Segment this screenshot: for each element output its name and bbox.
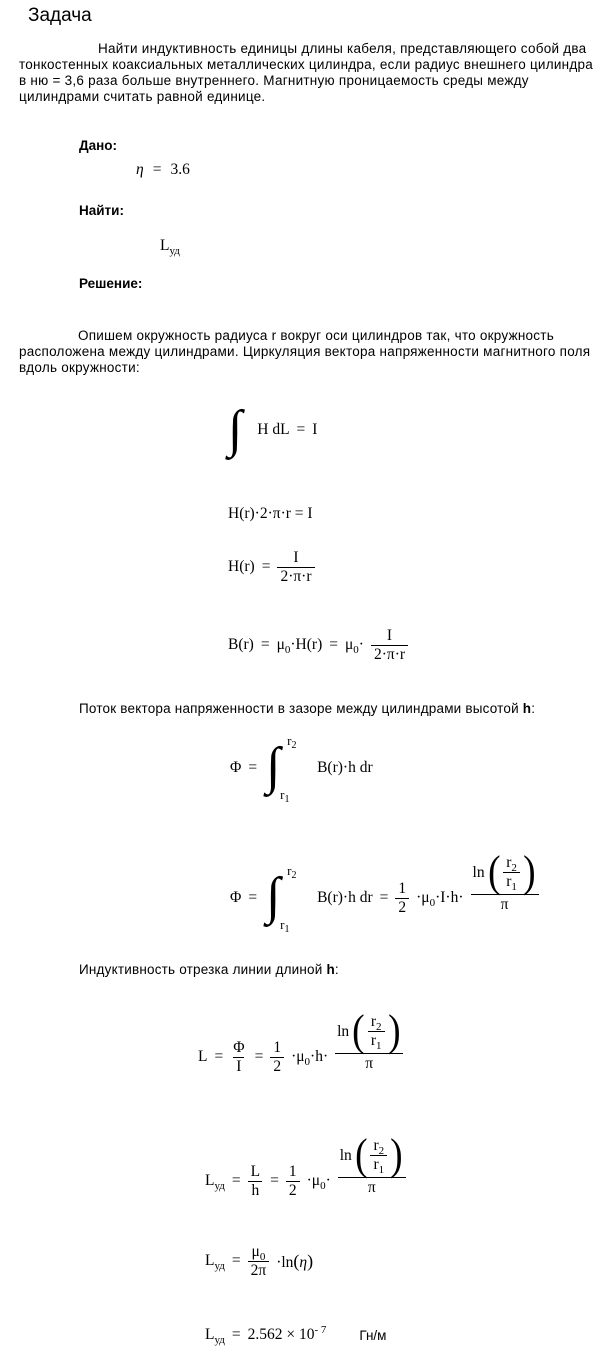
ln-ratio-fraction: ln ( $\frac{r_2}{r_1}$ ) π	[335, 1011, 403, 1072]
inductance-caption: Индуктивность отрезка линии длиной h:	[79, 962, 339, 977]
flux-caption: Поток вектора напряженности в зазоре между цилиндрами высотой h:	[79, 701, 536, 716]
mu0-over-2pi: $\frac{\mu_0}{2\pi}$	[248, 1243, 270, 1280]
one-half-fraction: $\frac{1}{2}$	[270, 1039, 284, 1076]
find-quantity	[160, 235, 180, 257]
solution-intro-line: Опишем окружность радиуса r вокруг оси цилиндров так, что окружность	[78, 328, 555, 343]
formula-circulation-integral	[228, 399, 317, 461]
L-symbol: L	[198, 1048, 208, 1065]
pi-denominator: π	[335, 1053, 403, 1073]
left-paren: (	[487, 847, 501, 897]
equals-sign: =	[261, 558, 271, 575]
fraction: $\frac{I}{2\cdot\pi\cdot r}$	[277, 549, 314, 586]
L-over-h: $\frac{L}{h}$	[248, 1163, 263, 1200]
formula-specific-inductance	[205, 1130, 406, 1204]
solution-intro	[19, 328, 590, 376]
right-paren: )	[390, 1130, 403, 1180]
lhs: B(r)	[228, 636, 254, 653]
formula-inductance	[198, 1006, 403, 1080]
formula-result	[205, 1322, 386, 1348]
mu0-H-term: $\mu_0\cdot H(r)$	[276, 636, 323, 656]
fraction: $\frac{I}{2\cdot\pi\cdot r}$	[371, 627, 408, 664]
ln-ratio-fraction: ln ( $\frac{r_2}{r_1}$ ) π	[471, 852, 539, 913]
mu0-term: $\mu_0\cdot$	[344, 636, 364, 656]
page-title: Задача	[28, 5, 92, 26]
equals-sign: =	[260, 636, 270, 653]
equals-sign: =	[231, 1326, 241, 1343]
L-specific-symbol: $L_{уд}$	[160, 237, 180, 257]
equals-sign: =	[270, 1172, 279, 1189]
eta-value: 3.6	[170, 161, 190, 178]
definite-integral-symbol: ∫ $r_2$ $r_1$	[266, 863, 297, 935]
eta-symbol: η	[136, 161, 144, 178]
formula-flux-result	[230, 847, 539, 935]
solution-label: Решение:	[79, 276, 143, 291]
integral-symbol: ∫	[228, 401, 243, 458]
result-units: Гн/м	[359, 1327, 387, 1343]
equals-sign: =	[329, 636, 338, 653]
flux-over-current: $\frac{\Phi}{I}$	[233, 1038, 245, 1075]
equals-sign: =	[296, 421, 306, 438]
left-paren: (	[354, 1130, 368, 1180]
find-label: Найти:	[79, 203, 124, 218]
L-specific-symbol: $L_{уд}$	[205, 1326, 225, 1346]
definite-integral-symbol: ∫ $r_2$ $r_1$	[266, 733, 297, 805]
mu0-I-h-term: $\cdot\mu_0\cdot I\cdot h\cdot$	[416, 889, 464, 909]
right-paren: )	[387, 1006, 401, 1056]
integrand: B(r)·h dr	[317, 889, 373, 906]
result-value: $2.562 \times 10^{- 7}$	[247, 1324, 327, 1343]
one-half-fraction: $\frac{1}{2}$	[395, 880, 409, 917]
L-specific-symbol: $L_{уд}$	[205, 1172, 225, 1192]
equals-sign: =	[231, 1172, 241, 1189]
flux-symbol: Φ	[230, 759, 242, 776]
solution-intro-line: вдоль окружности:	[19, 360, 140, 375]
problem-line: цилиндрами считать равной единице.	[19, 89, 266, 104]
ln-eta-term: ·ln(η)	[276, 1250, 314, 1271]
formula-induction	[228, 622, 408, 668]
integrand: H dL	[257, 421, 290, 438]
given-label: Дано:	[79, 138, 118, 153]
equals-sign: =	[152, 161, 162, 178]
problem-line: в ню = 3,6 раза больше внутреннего. Магнитную проницаемость среды между	[19, 73, 529, 88]
lhs: H(r)	[228, 558, 255, 575]
formula-specific-inductance-eta	[205, 1240, 313, 1282]
pi-denominator: π	[338, 1177, 406, 1197]
solution-intro-line: расположена между цилиндрами. Циркуляция вектора напряженности магнитного поля	[19, 344, 591, 359]
mu0-h-term: $\cdot\mu_0\cdot h\cdot$	[291, 1048, 329, 1068]
equals-sign: =	[379, 889, 389, 906]
current-symbol: I	[312, 421, 318, 438]
formula-field-strength	[228, 545, 315, 589]
given-value-eta	[136, 160, 190, 180]
one-half-fraction: $\frac{1}{2}$	[286, 1163, 300, 1200]
pi-denominator: π	[471, 894, 539, 914]
equals-sign: =	[248, 889, 258, 906]
formula-flux-integral	[230, 733, 373, 805]
right-paren: )	[523, 847, 536, 897]
equals-sign: =	[231, 1252, 241, 1269]
integrand: B(r)·h dr	[317, 759, 373, 776]
problem-line: Найти индуктивность единицы длины кабеля, представляющего собой два	[98, 41, 587, 56]
problem-line: тонкостенных коаксиальных металлических цилиндра, если радиус внешнего цилиндра	[19, 57, 593, 72]
equals-sign: =	[214, 1048, 224, 1065]
equals-sign: =	[254, 1048, 264, 1065]
problem-statement	[19, 41, 593, 105]
mu0-term: $\cdot\mu_0\cdot$	[306, 1172, 331, 1192]
L-specific-symbol: $L_{уд}$	[205, 1252, 225, 1272]
flux-symbol: Φ	[230, 889, 242, 906]
formula-ampere-law: H(r)·2·π·r = I	[228, 505, 313, 522]
left-paren: (	[352, 1006, 365, 1056]
ln-ratio-fraction: ln ( $\frac{r_2}{r_1}$ ) π	[338, 1135, 406, 1196]
equals-sign: =	[248, 759, 258, 776]
